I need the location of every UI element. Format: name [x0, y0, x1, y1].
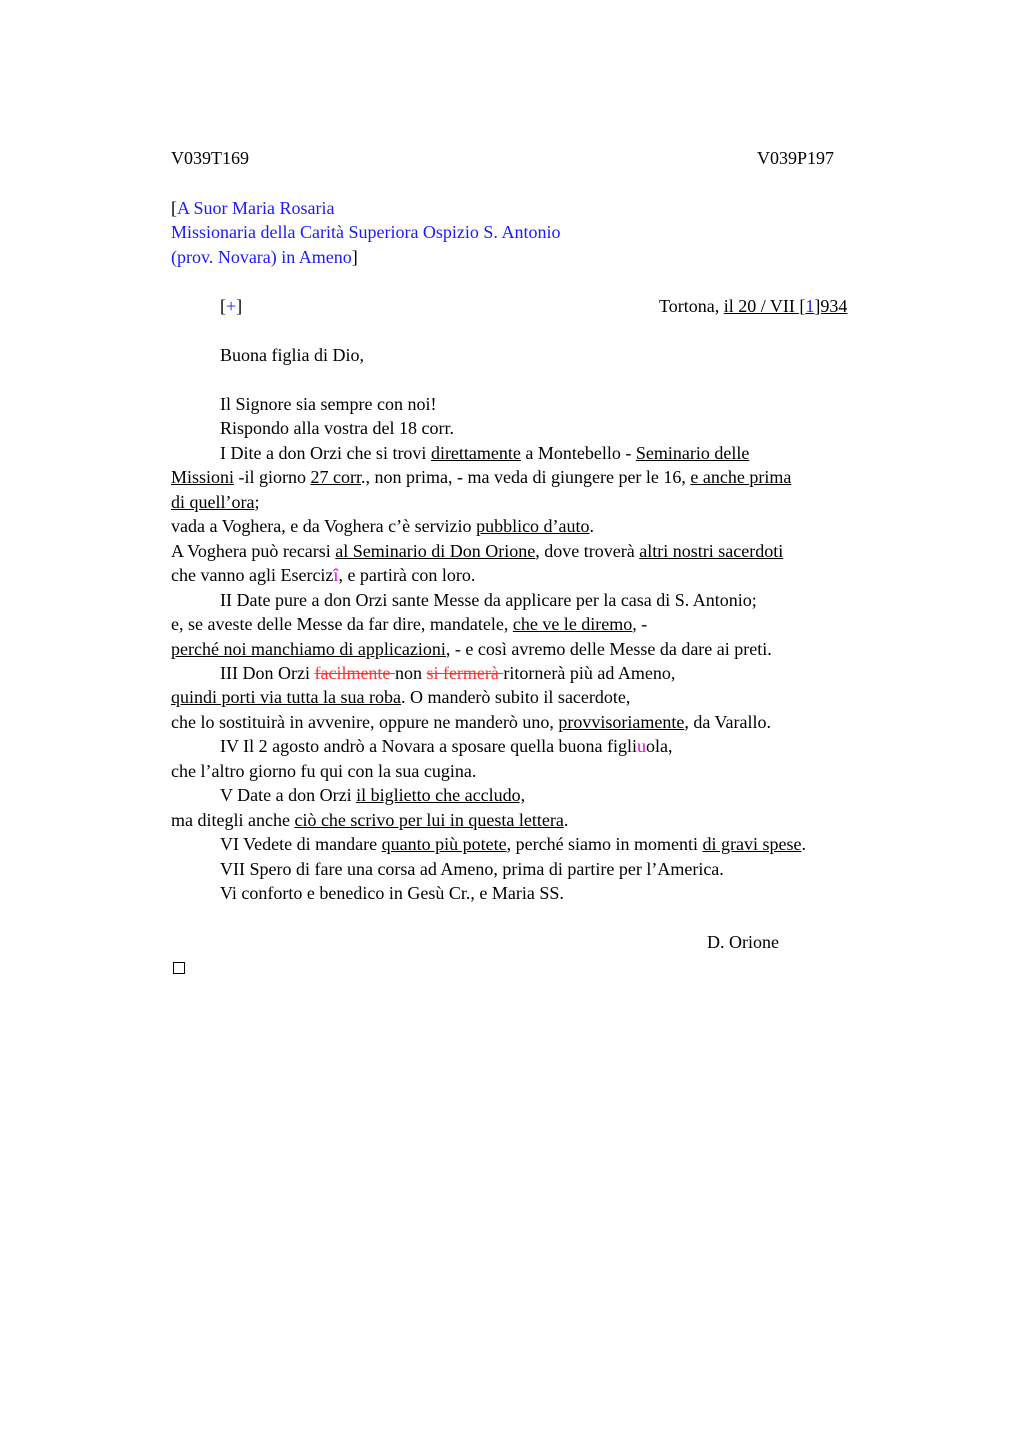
- body-line: IV Il 2 agosto andrò a Novara a sposare quella buona figliuola,: [220, 736, 673, 756]
- body-line: che l’altro giorno fu qui con la sua cugina.: [171, 761, 477, 781]
- dateline: Tortona, il 20 / VII [1]934: [659, 296, 848, 316]
- end-box-icon: [173, 956, 185, 980]
- body-line: Missioni -il giorno 27 corr., non prima, - ma veda di giungere per le 16, e anche prima: [171, 467, 792, 487]
- addressee-line-3: [171, 245, 358, 269]
- signature: D. Orione: [707, 932, 779, 952]
- deleted-text: si fermerà: [426, 663, 504, 683]
- body-line: VII Spero di fare una corsa ad Ameno, prima di partire per l’America.: [220, 859, 724, 879]
- body-line: VI Vedete di mandare quanto più potete, perché siamo in momenti di gravi spese.: [220, 834, 807, 854]
- body-line: A Voghera può recarsi al Seminario di Don Orione, dove troverà altri nostri sacerdoti: [171, 541, 784, 561]
- body-line: I Dite a don Orzi che si trovi direttamente a Montebello - Seminario delle: [220, 443, 750, 463]
- body-line: di quell’ora;: [171, 492, 260, 512]
- body-line: III Don Orzi facilmente non si fermerà ritornerà più ad Ameno,: [220, 663, 676, 683]
- bracket-close: ]: [351, 247, 358, 267]
- body-line: Rispondo alla vostra del 18 corr.: [220, 418, 454, 438]
- body-line: quindi porti via tutta la sua roba. O manderò subito il sacerdote,: [171, 687, 631, 707]
- body-line: Vi conforto e benedico in Gesù Cr., e Maria SS.: [220, 883, 564, 903]
- body-line: Il Signore sia sempre con noi!: [220, 394, 437, 414]
- doc-code-left: V039T169: [171, 148, 249, 168]
- salutation: Buona figlia di Dio,: [220, 345, 364, 365]
- body-line: che lo sostituirà in avvenire, oppure ne manderò uno, provvisoriamente, da Varallo.: [171, 712, 772, 732]
- addressee-line-2: Missionaria della Carità Superiora Ospizio S. Antonio: [171, 222, 561, 242]
- addressee-place: (prov. Novara) in Ameno: [171, 247, 352, 267]
- cross-mark: [+]: [220, 296, 243, 316]
- body-line: vada a Voghera, e da Voghera c’è servizio pubblico d’auto.: [171, 516, 595, 536]
- body-line: e, se aveste delle Messe da far dire, mandatele, che ve le diremo, -: [171, 614, 648, 634]
- addressee-line-1: [171, 196, 334, 220]
- bracket-open: [: [171, 198, 177, 218]
- body-line: perché noi manchiamo di applicazioni, - e così avremo delle Messe da dare ai preti.: [171, 639, 772, 659]
- addressee-name: A Suor Maria Rosaria: [177, 198, 335, 218]
- body-line: ma ditegli anche ciò che scrivo per lui in questa lettera.: [171, 810, 569, 830]
- body-line: V Date a don Orzi il biglietto che accludo,: [220, 785, 526, 805]
- body-line: II Date pure a don Orzi sante Messe da applicare per la casa di S. Antonio;: [220, 590, 757, 610]
- deleted-text: facilmente: [314, 663, 395, 683]
- body-line: che vanno agli Esercizî, e partirà con loro.: [171, 565, 476, 585]
- doc-code-right: V039P197: [757, 148, 835, 168]
